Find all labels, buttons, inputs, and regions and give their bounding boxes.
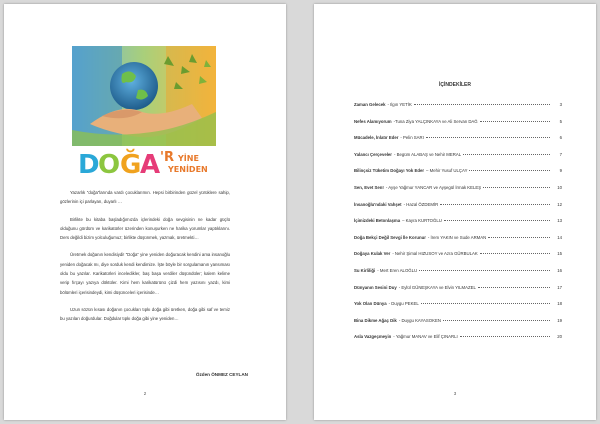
toc-entry-author: -Tuna Ziya YALÇINKAYA ve Ali Servan DAĞ xyxy=(393,118,478,124)
toc-entry[interactable] xyxy=(354,152,562,169)
book-title xyxy=(78,150,228,180)
title-letter-o: O xyxy=(98,150,121,180)
right-page xyxy=(314,4,596,420)
toc-entry-page: 12 xyxy=(557,201,562,207)
toc-entry-page: 17 xyxy=(557,284,562,290)
toc-entry[interactable] xyxy=(354,168,562,185)
toc-entry-title: Mücadele, İnlatır Eder xyxy=(354,135,399,141)
toc-entry[interactable] xyxy=(354,301,562,318)
toc-dot-leader xyxy=(478,287,550,288)
toc-dot-leader xyxy=(460,336,550,337)
toc-dot-leader xyxy=(443,320,550,321)
toc-entry[interactable] xyxy=(354,135,562,152)
foreword-author: Özden ÖNMEZ CEYLAN xyxy=(195,372,248,377)
earth-in-hands-image xyxy=(72,46,216,146)
toc-dot-leader xyxy=(426,137,550,138)
toc-entry-page: 7 xyxy=(559,151,562,157)
toc-entry-author: - Duygu KAYASOKEN xyxy=(398,317,441,323)
toc-entry-title: Yalancı Çerçeveler xyxy=(354,151,392,157)
toc-entry[interactable] xyxy=(354,318,562,335)
toc-dot-leader xyxy=(463,154,550,155)
foreword-paragraph: Birlikte bu kitaba başladığımızda içlerindeki doğa sevgisinin ne kadar güçlü olduğunu gördüm ve karikatürler üzerinden konuşurken ne harika yorumlar yaptıklarını. Ders değildi bizim yolculuğumuz; birlikte düşünmek, yazmak, üretmekti… xyxy=(60,216,230,241)
toc-entry-page: 9 xyxy=(559,168,562,174)
left-page xyxy=(4,4,286,420)
toc-entry-title: Zaman Gelecek xyxy=(354,102,386,107)
toc-entry-title: İçimizdeki Betonlaşma xyxy=(354,218,401,224)
toc-entry-page: 20 xyxy=(557,334,562,340)
toc-entry[interactable] xyxy=(354,285,562,302)
toc-entry-title: Doğa Bekçi Değil Sevgi İle Korunur xyxy=(354,234,426,240)
toc-entry-page: 18 xyxy=(557,301,562,307)
page-number: 2 xyxy=(143,391,147,396)
toc-entry-title: Nefes Alamıyorum xyxy=(354,118,392,124)
title-suffix: 'R xyxy=(160,150,174,165)
toc-entry-page: 10 xyxy=(557,184,562,190)
toc-dot-leader xyxy=(440,204,550,205)
toc-entry[interactable] xyxy=(354,119,562,136)
foreword-paragraph: Üretmek doğanın kendisiydi! “Doğa” yine yeniden doğuracak kendini ama insanoğlu yeniden doğacak mı, diye sorduk kendi kendimize. İşte böyle bir sorgulamanın yansıması oldu bu yazılar. Karikatürleri inceledikler, baş başa verdiler düşündüler; kalem kelime verip fırçayı yazıya döktüler. Kimi hem karikatürünü çizdi hem yazısını yazdı, kimi bölümleri içerisindeydi, kimi düşünceleri içerisinde… xyxy=(60,252,230,295)
toc-dot-leader xyxy=(488,237,550,238)
toc-dot-leader xyxy=(419,270,550,271)
title-letter-a: A xyxy=(140,150,161,180)
foreword-paragraph: Yazarlık “doğa”larında vardı çocuklarımın. Hepsi birbirinden güzel yürüklere sahip, gözlerinin içi parlayan, duyarlı … xyxy=(60,190,230,205)
toc-entry-page: 16 xyxy=(557,267,562,273)
toc-entry-page: 14 xyxy=(557,234,562,240)
toc-entry-page: 6 xyxy=(559,135,562,141)
toc-entry[interactable] xyxy=(354,235,562,252)
toc-entry-title: Asla Vazgeçmeyin xyxy=(354,334,392,340)
title-yeniden: YENİDEN xyxy=(168,165,208,174)
toc-entry-page: 13 xyxy=(557,218,562,224)
toc-entry-title: Dünyanın Sesini Duy xyxy=(354,284,397,290)
toc-entry-page: 3 xyxy=(559,102,562,107)
toc-entry-title: Yok Olan Dünya xyxy=(354,301,387,307)
toc-entry-page: 5 xyxy=(559,118,562,124)
toc-entry-title: Su Kirliliği xyxy=(354,267,376,273)
toc-dot-leader xyxy=(480,121,550,122)
foreword-paragraph: Uzun sözün kısası doğanın çocukları tıpkı doğa gibi üretken, doğa gibi saf ve temiz bu yazıları doğurdular. Doğdular tıpkı doğa gibi yine yeniden… xyxy=(60,306,230,322)
toc-entry-author: – Mehir Yusuf ULÇAY xyxy=(426,168,468,174)
title-letter-g: Ğ xyxy=(120,150,142,180)
toc-dot-leader xyxy=(421,303,550,304)
toc-entry-author: - Ayşe Yağmur YANCAR ve Ayşegül İrmak KELEŞ xyxy=(385,184,482,190)
title-yine: YİNE xyxy=(178,154,199,163)
toc-entry-author: - Nehir Şimal HIZUSOY ve Azra GÜRBULAK xyxy=(392,251,478,257)
foreword-text xyxy=(60,188,230,332)
toc-entry-author: - Pelin SARI xyxy=(400,135,424,141)
toc-entry-title: Doğaya Kulak Ver xyxy=(354,251,391,257)
toc-entry-author: - Eylül GÜNEŞKAYA ve Elvin YILMAZEL xyxy=(398,284,476,290)
toc-entry-title: Bina Dikme Ağaç Dik xyxy=(354,317,397,323)
toc-entry[interactable] xyxy=(354,102,562,119)
toc-dot-leader xyxy=(469,170,550,171)
table-of-contents xyxy=(354,102,562,351)
toc-dot-leader xyxy=(480,253,550,254)
toc-entry[interactable] xyxy=(354,218,562,235)
toc-dot-leader xyxy=(414,104,550,105)
toc-entry[interactable] xyxy=(354,334,562,351)
toc-entry-title: İnsanoğlu'ndaki Vahşet xyxy=(354,201,402,207)
toc-entry-author: - Mert Eren ALOĞLU xyxy=(377,267,418,273)
toc-entry-author: - Duygu PEKEL xyxy=(388,301,419,307)
toc-entry[interactable] xyxy=(354,202,562,219)
cover-illustration xyxy=(72,46,216,146)
toc-entry-page: 15 xyxy=(557,251,562,257)
toc-entry-title: Bilinçsiz Tüketim Doğayı Yok Eder xyxy=(354,168,425,174)
toc-entry[interactable] xyxy=(354,251,562,268)
toc-entry-author: - Begüm ALABAŞ ve Nehir MERAL xyxy=(393,151,462,157)
toc-entry-title: Sen, Evet Sen! xyxy=(354,184,384,190)
toc-entry-page: 19 xyxy=(557,317,562,323)
toc-entry-author: - Yağmur MANAV ve Elif ÇINARLI xyxy=(393,334,458,340)
toc-entry[interactable] xyxy=(354,185,562,202)
toc-heading: İÇİNDEKİLER xyxy=(439,82,471,88)
toc-entry[interactable] xyxy=(354,268,562,285)
toc-entry-author: - Ilgın YETİK xyxy=(387,102,412,107)
toc-dot-leader xyxy=(444,220,550,221)
toc-entry-author: - Hazal ÖZDEMİR xyxy=(403,201,439,207)
toc-dot-leader xyxy=(483,187,550,188)
toc-entry-author: – Kayra KURTOĞLU xyxy=(402,218,442,224)
title-letter-d: D xyxy=(78,150,100,180)
toc-entry-author: - İrem YAKIN ve Sude ARMAN xyxy=(427,234,487,240)
page-number: 3 xyxy=(453,391,457,396)
